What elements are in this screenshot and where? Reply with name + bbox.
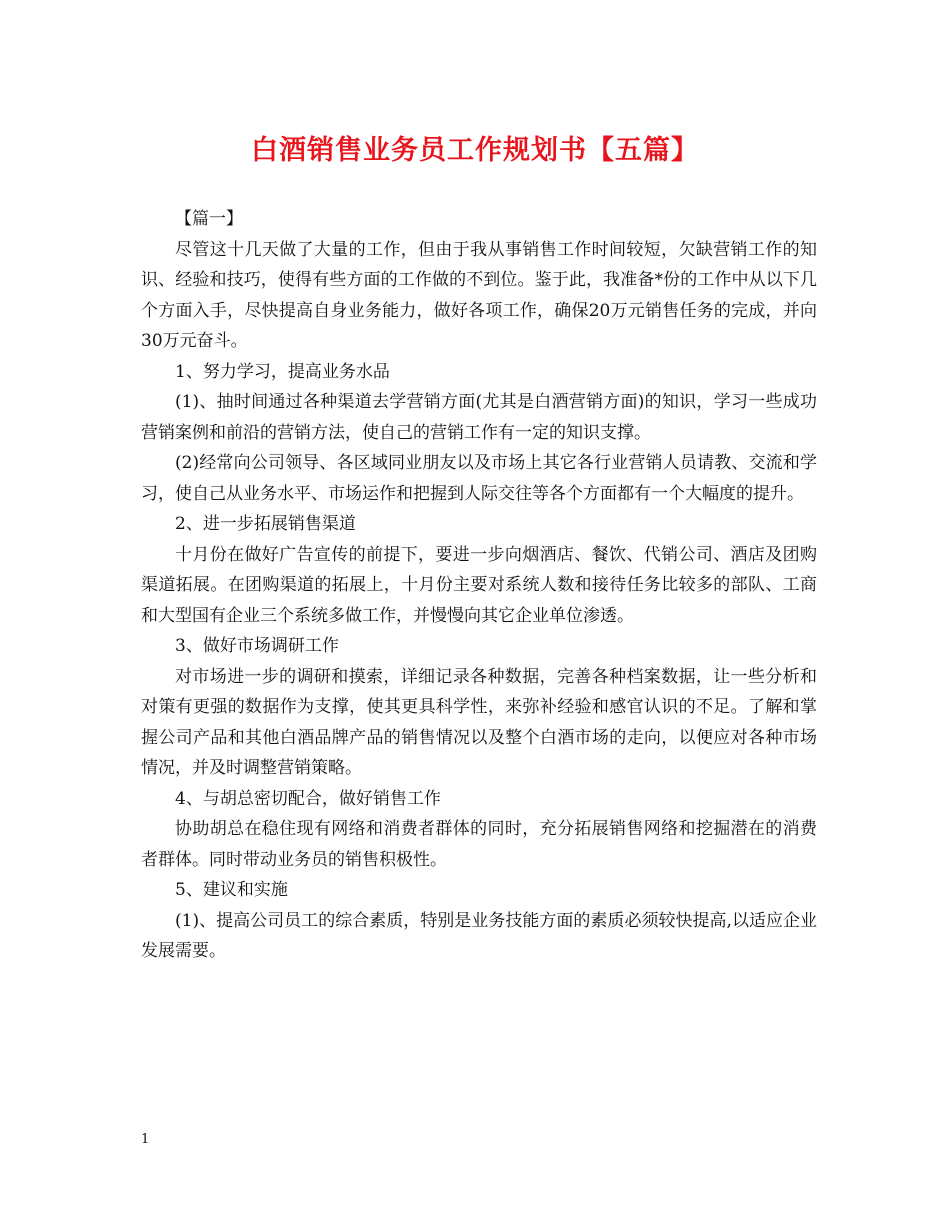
body-paragraph: (2)经常向公司领导、各区域同业朋友以及市场上其它各行业营销人员请教、交流和学习，使自己从业务水平、市场运作和把握到人际交往等各个方面都有一个大幅度的提升。 <box>141 453 817 504</box>
body-paragraph: (1)、抽时间通过各种渠道去学营销方面(尤其是白酒营销方面)的知识，学习一些成功营销案例和前沿的营销方法，使自己的营销工作有一定的知识支撑。 <box>141 392 817 443</box>
document-title: 白酒销售业务员工作规划书【五篇】 <box>251 135 699 166</box>
list-heading: 5、建议和实施 <box>175 880 288 900</box>
list-heading: 1、努力学习，提高业务水品 <box>175 361 390 382</box>
section-heading: 【篇一】 <box>175 209 243 229</box>
body-paragraph: (1)、提高公司员工的综合素质，特别是业务技能方面的素质必须较快提高,以适应企业发展需要。 <box>141 910 817 961</box>
page-number: 1 <box>141 1132 150 1147</box>
list-heading: 3、做好市场调研工作 <box>175 636 339 656</box>
body-paragraph: 十月份在做好广告宣传的前提下，要进一步向烟酒店、餐饮、代销公司、酒店及团购渠道拓展。在团购渠道的拓展上，十月份主要对系统人数和接待任务比较多的部队、工商和大型国有企业三个系统多做工作，并慢慢向其它企业单位渗透。 <box>141 544 817 626</box>
list-heading: 2、进一步拓展销售渠道 <box>175 514 356 534</box>
body-paragraph: 尽管这十几天做了大量的工作，但由于我从事销售工作时间较短，欠缺营销工作的知识、经验和技巧，使得有些方面的工作做的不到位。鉴于此，我准备*份的工作中从以下几个方面入手，尽快提高自身业务能力，做好各项工作，确保20万元销售任务的完成，并向30万元奋斗。 <box>141 239 817 351</box>
body-paragraph: 对市场进一步的调研和摸索，详细记录各种数据，完善各种档案数据，让一些分析和对策有更强的数据作为支撑，使其更具科学性，来弥补经验和感官认识的不足。了解和掌握公司产品和其他白酒品牌产品的销售情况以及整个白酒市场的走向，以便应对各种市场情况，并及时调整营销策略。 <box>141 666 817 778</box>
list-heading: 4、与胡总密切配合，做好销售工作 <box>175 788 441 809</box>
document-body <box>141 204 817 967</box>
body-paragraph: 协助胡总在稳住现有网络和消费者群体的同时，充分拓展销售网络和挖掘潜在的消费者群体。同时带动业务员的销售积极性。 <box>141 819 817 870</box>
